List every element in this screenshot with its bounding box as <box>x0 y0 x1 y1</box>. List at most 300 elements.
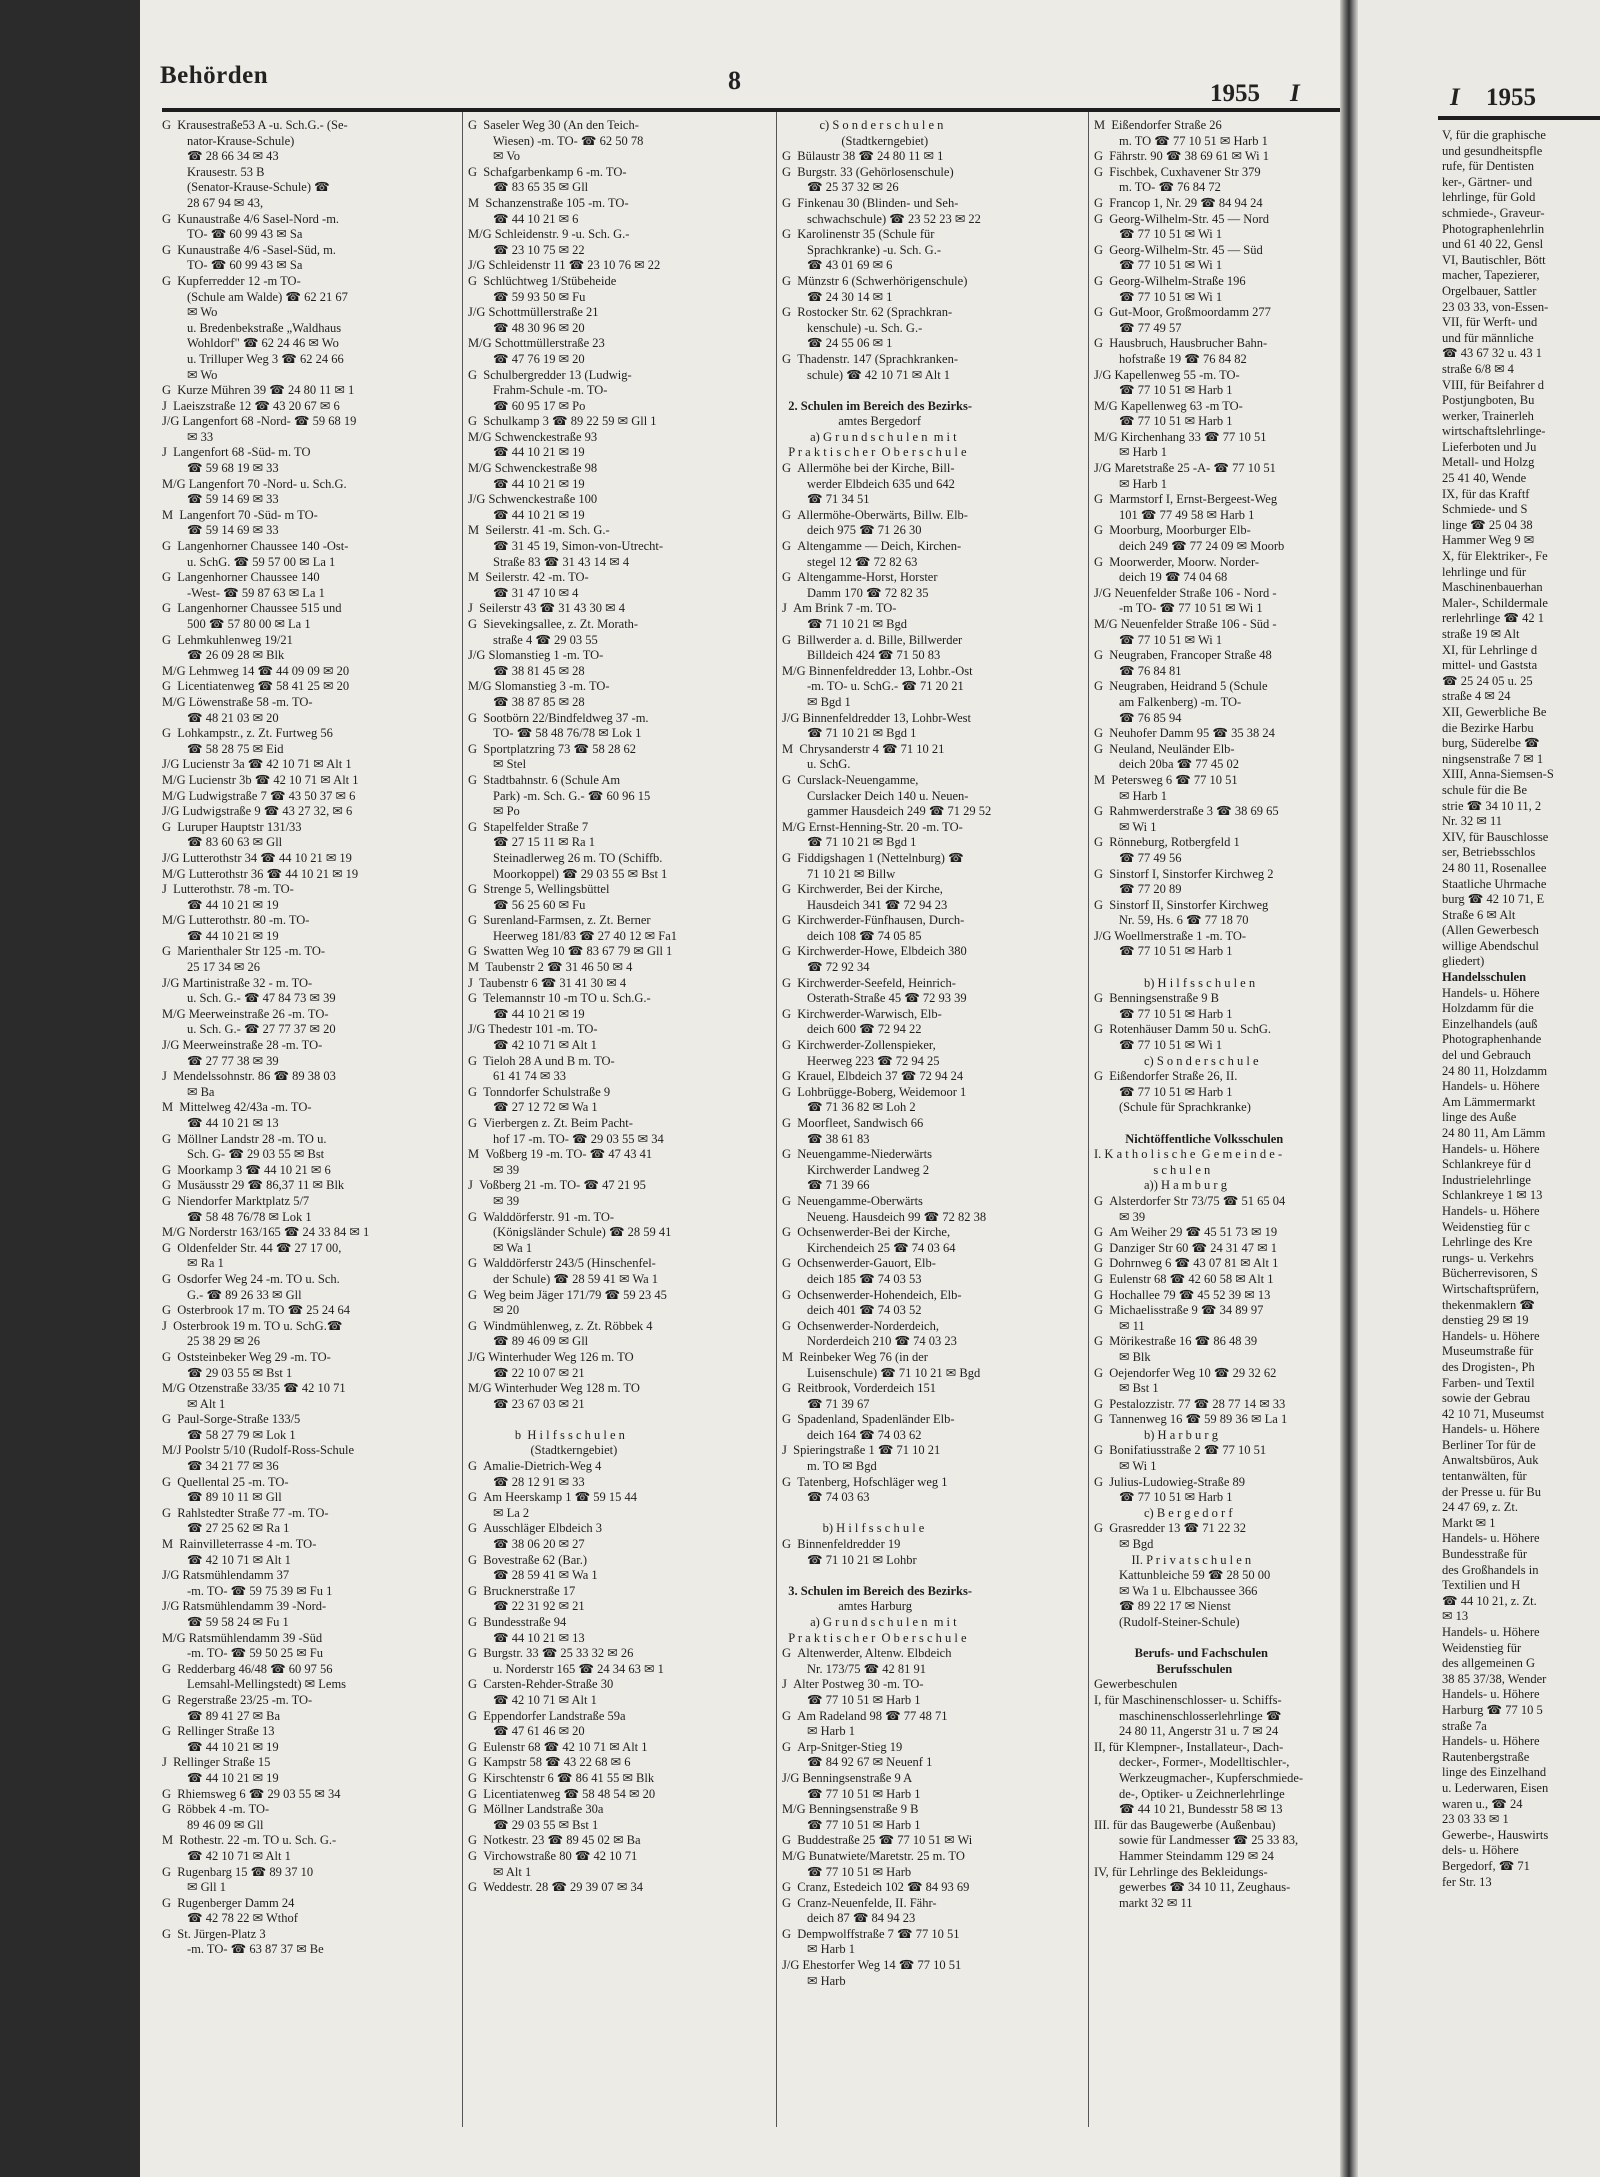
directory-entry-line: ✉ 11 <box>1094 1318 1145 1333</box>
directory-entry-line: G Münzstr 6 (Schwerhörigenschule) <box>782 273 968 288</box>
directory-entry-line: ker-, Gärtner- und <box>1442 174 1533 189</box>
directory-entry-line: Bücherrevisoren, S <box>1442 1266 1538 1281</box>
directory-entry-line: ☎ 76 85 94 <box>1094 710 1182 725</box>
directory-entry-line: 23 03 33 ✉ 1 <box>1442 1812 1509 1827</box>
directory-entry-line: ☎ 28 59 41 ✉ Wa 1 <box>468 1568 598 1583</box>
directory-entry-line: maschinenschlosserlehrlinge ☎ <box>1094 1708 1282 1723</box>
directory-entry-line: G Kirchwerder-Warwisch, Elb- <box>782 1006 942 1021</box>
directory-entry-line: ☎ 44 10 21, Bundesstr 58 ✉ 13 <box>1094 1802 1283 1817</box>
directory-entry-line: straße 4 ☎ 29 03 55 <box>468 632 598 647</box>
directory-entry-line: G Amalie-Dietrich-Weg 4 <box>468 1459 602 1474</box>
directory-entry-line: G Arp-Snitger-Stieg 19 <box>782 1739 903 1754</box>
directory-entry-line: ✉ Po <box>468 804 520 819</box>
directory-entry-line: ☎ 29 03 55 ✉ Bst 1 <box>468 1817 599 1832</box>
directory-entry-line: ☎ 42 10 71 ✉ Alt 1 <box>468 1038 597 1053</box>
directory-entry-line: ☎ 59 14 69 ✉ 33 <box>162 523 279 538</box>
directory-entry-line: Farben- und Textil <box>1442 1375 1535 1390</box>
directory-entry-line: G Fiddigshagen 1 (Nettelnburg) ☎ <box>782 850 964 865</box>
directory-entry-line: Werkzeugmacher-, Kupferschmiede- <box>1094 1770 1304 1785</box>
directory-entry-line: G Osdorfer Weg 24 -m. TO u. Sch. <box>162 1271 340 1286</box>
directory-entry-line: ☎ 71 10 21 ✉ Bgd <box>782 617 908 631</box>
directory-entry-line: nator-Krause-Schule) <box>162 133 295 148</box>
directory-entry-line: ☎ 44 10 21 ✉ 19 <box>468 476 585 491</box>
directory-entry-line: ✉ 39 <box>1094 1209 1146 1224</box>
directory-entry-line: ☎ 24 30 14 ✉ 1 <box>782 289 893 304</box>
directory-entry-line: M/G Ratsmühlendamm 39 -Süd <box>162 1630 323 1645</box>
directory-entry-line: G Altengamme-Horst, Horster <box>782 570 938 585</box>
directory-entry-line: ☎ 27 15 11 ✉ Ra 1 <box>468 835 595 850</box>
directory-entry-line: 24 80 11, Holzdamm <box>1442 1063 1548 1078</box>
directory-entry-line: Handels- u. Höhere <box>1442 1328 1540 1343</box>
directory-entry-line: G Swatten Weg 10 ☎ 83 67 79 ✉ Gll 1 <box>468 944 673 959</box>
directory-entry-line: und für männliche <box>1442 330 1534 345</box>
directory-entry-line: G Kirchwerder-Seefeld, Heinrich- <box>782 975 956 990</box>
directory-entry-line <box>1094 960 1376 976</box>
directory-entry-line: markt 32 ✉ 11 <box>1094 1895 1193 1910</box>
directory-entry-line: ✉ Alt 1 <box>468 1864 532 1879</box>
directory-entry-line: ✉ Bgd <box>1094 1537 1154 1552</box>
directory-entry-line: del und Gebrauch <box>1442 1048 1531 1063</box>
directory-entry-line: ✉ Wi 1 <box>1094 1459 1157 1474</box>
directory-entry-line: J/G Schottmüllerstraße 21 <box>468 305 599 320</box>
directory-entry-line: b H i l f s s c h u l e n <box>468 1427 625 1442</box>
directory-entry-line: G St. Jürgen-Platz 3 <box>162 1926 266 1941</box>
directory-entry-line: ✉ Harb 1 <box>782 1724 855 1739</box>
directory-entry-line: m. TO- ☎ 76 84 72 <box>1094 180 1221 195</box>
directory-entry-line: ☎ 71 10 21 ✉ Lohbr <box>782 1552 917 1567</box>
directory-entry-line: J Alter Postweg 30 -m. TO- <box>782 1677 924 1692</box>
directory-entry-line: a) G r u n d s c h u l e n m i t <box>782 1615 957 1629</box>
directory-entry-line: M/G Lutterothstr. 80 -m. TO- <box>162 913 310 928</box>
directory-entry-line: G Möllner Landstr 28 -m. TO u. <box>162 1131 327 1146</box>
directory-entry-line: ☎ 89 22 17 ✉ Nienst <box>1094 1599 1231 1614</box>
directory-entry-line: ☎ 23 10 75 ✉ 22 <box>468 242 585 257</box>
directory-entry-line: ☎ 44 10 21 ✉ 19 <box>162 1770 279 1785</box>
directory-entry-line: G Francop 1, Nr. 29 ☎ 84 94 24 <box>1094 195 1263 210</box>
directory-entry-line: Maschinenbauerhan <box>1442 580 1543 595</box>
directory-entry-line <box>1094 1116 1376 1132</box>
directory-entry-line: u. Bredenbekstraße „Waldhaus <box>162 320 342 335</box>
directory-entry-line: u. Norderstr 165 ☎ 24 34 63 ✉ 1 <box>468 1661 664 1676</box>
directory-entry-line: ✉ Wi 1 <box>1094 819 1157 834</box>
directory-entry-line: M Mittelweg 42/43a -m. TO- <box>162 1100 312 1115</box>
directory-entry-line: ✉ Wo <box>162 305 218 320</box>
directory-entry-line: G Am Heerskamp 1 ☎ 59 15 44 <box>468 1490 638 1505</box>
directory-entry-line: X, für Elektriker-, Fe <box>1442 549 1548 564</box>
directory-entry-line: G Marmstorf I, Ernst-Bergeest-Weg <box>1094 492 1278 507</box>
directory-entry-line: 71 10 21 ✉ Billw <box>782 866 896 881</box>
directory-entry-line: G Oejendorfer Weg 10 ☎ 29 32 62 <box>1094 1365 1277 1380</box>
directory-entry-line: M/G Norderstr 163/165 ☎ 24 33 84 ✉ 1 <box>162 1225 370 1240</box>
directory-entry-line: schule) ☎ 42 10 71 ✉ Alt 1 <box>782 367 951 382</box>
directory-entry-line: G Luruper Hauptstr 131/33 <box>162 819 302 834</box>
directory-entry-line: 25 38 29 ✉ 26 <box>162 1334 260 1349</box>
directory-entry-line <box>782 1568 1082 1584</box>
directory-entry-line: (Stadtkerngebiet) <box>782 133 929 148</box>
directory-entry-line: Einzelhandels (auß <box>1442 1016 1538 1031</box>
directory-entry-line: G Rotenhäuser Damm 50 u. SchG. <box>1094 1022 1272 1037</box>
directory-entry-line: ☎ 24 55 06 ✉ 1 <box>782 336 893 351</box>
directory-entry-line: deich 975 ☎ 71 26 30 <box>782 523 922 538</box>
directory-entry-line: Schmiede- und S <box>1442 502 1528 517</box>
directory-entry-line: M/G Binnenfeldredder 13, Lohbr.-Ost <box>782 663 973 678</box>
directory-entry-line: M Rainvilleterrasse 4 -m. TO- <box>162 1537 317 1552</box>
directory-entry-line: ☎ 48 21 03 ✉ 20 <box>162 710 279 725</box>
directory-entry-line: G.- ☎ 89 26 33 ✉ Gll <box>162 1287 302 1302</box>
directory-entry-line: G Neuland, Neuländer Elb- <box>1094 741 1235 756</box>
directory-entry-line: 42 10 71, Museumst <box>1442 1406 1545 1421</box>
directory-entry-line: G Bundesstraße 94 <box>468 1615 567 1629</box>
directory-entry-line: der Presse u. für Bu <box>1442 1484 1541 1499</box>
directory-entry-line: ☎ 77 10 51 ✉ Harb 1 <box>1094 383 1233 398</box>
directory-entry-line: burg ☎ 42 10 71, E <box>1442 892 1545 907</box>
directory-entry-line: G Kurze Mühren 39 ☎ 24 80 11 ✉ 1 <box>162 383 355 398</box>
directory-entry-line: macher, Tapezierer, <box>1442 268 1540 283</box>
directory-entry-line: M/G Benningsenstraße 9 B <box>782 1802 919 1817</box>
directory-entry-line: ser, Betriebsschlos <box>1442 845 1536 860</box>
directory-entry-line: ☎ 26 09 28 ✉ Blk <box>162 648 285 663</box>
directory-entry-line: Anwaltsbüros, Auk <box>1442 1453 1539 1468</box>
directory-entry-line: G Kunaustraße 4/6 Sasel-Nord -m. <box>162 211 340 226</box>
directory-entry-line: ✉ Harb 1 <box>1094 445 1167 460</box>
directory-entry-line: G Neuhofer Damm 95 ☎ 35 38 24 <box>1094 726 1275 741</box>
directory-entry-line: b) H i l f s s c h u l e <box>782 1521 925 1536</box>
directory-entry-line: Handels- u. Höhere <box>1442 1422 1540 1437</box>
directory-entry-line: b) H a r b u r g <box>1094 1427 1218 1442</box>
directory-entry-line: M Voßberg 19 -m. TO- ☎ 47 43 41 <box>468 1147 653 1162</box>
directory-entry-line: G Eulenstr 68 ☎ 42 60 58 ✉ Alt 1 <box>1094 1271 1274 1286</box>
directory-entry-line: Schlankreye für d <box>1442 1157 1531 1172</box>
directory-entry-line: ☎ 43 01 69 ✉ 6 <box>782 258 893 273</box>
directory-entry-line: ☎ 31 45 19, Simon-von-Utrecht- <box>468 539 664 554</box>
directory-entry-line: ☎ 44 10 21 ✉ 19 <box>162 897 279 912</box>
directory-entry-line: straße 7a <box>1442 1718 1487 1733</box>
directory-entry-line: M Petersweg 6 ☎ 77 10 51 <box>1094 772 1238 787</box>
directory-entry-line: (Rudolf-Steiner-Schule) <box>1094 1615 1240 1629</box>
directory-entry-line: ☎ 42 10 71 ✉ Alt 1 <box>162 1552 291 1567</box>
directory-entry-line: Nr. 59, Hs. 6 ☎ 77 18 70 <box>1094 913 1249 928</box>
directory-entry-line: ☎ 84 92 67 ✉ Neuenf 1 <box>782 1755 933 1770</box>
directory-entry-line: Gewerbeschulen <box>1094 1677 1178 1692</box>
left-page <box>140 0 1380 2177</box>
header-rule <box>162 108 1352 112</box>
directory-entry-line: Handels- u. Höhere <box>1442 1625 1540 1639</box>
directory-entry-line: G Kirchwerder-Fünfhausen, Durch- <box>782 913 965 928</box>
directory-entry-line: des allgemeinen G <box>1442 1656 1536 1671</box>
directory-entry-line: ✉ Harb 1 <box>782 1942 855 1957</box>
directory-entry-line: ☎ 29 03 55 ✉ Bst 1 <box>162 1365 293 1380</box>
directory-entry-line: -m. TO- ☎ 59 50 25 ✉ Fu <box>162 1646 324 1661</box>
directory-entry-line: ☎ 77 10 51 ✉ Harb <box>782 1864 912 1879</box>
directory-entry-line: Wirtschaftsprüfern, <box>1442 1281 1540 1296</box>
directory-entry-line: Lehrlinge des Kre <box>1442 1235 1533 1250</box>
directory-entry-line: J Osterbrook 19 m. TO u. SchG.☎ <box>162 1318 343 1333</box>
directory-entry-line: und 61 40 22, Gensl <box>1442 237 1544 252</box>
directory-entry-line: 500 ☎ 57 80 00 ✉ La 1 <box>162 617 311 631</box>
directory-entry-line: G Burgstr. 33 (Gehörlosenschule) <box>782 164 954 179</box>
directory-entry-line: G Michaelisstraße 9 ☎ 34 89 97 <box>1094 1303 1264 1318</box>
directory-entry-line: ☎ 71 34 51 <box>782 492 870 507</box>
directory-entry-line: G Curslack-Neuengamme, <box>782 772 919 787</box>
directory-entry-line: M Seilerstr. 42 -m. TO- <box>468 570 589 585</box>
directory-entry-line: 38 85 37/38, Wender <box>1442 1671 1547 1686</box>
directory-column-1 <box>162 118 454 1958</box>
right-header-rule <box>1438 116 1600 120</box>
directory-entry-line: M/G Neuenfelder Straße 106 - Süd - <box>1094 617 1277 631</box>
directory-entry-line: G Bülaustr 38 ☎ 24 80 11 ✉ 1 <box>782 149 944 164</box>
directory-entry-line: ☎ 71 39 67 <box>782 1396 870 1411</box>
directory-entry-line: G Virchowstraße 80 ☎ 42 10 71 <box>468 1848 638 1863</box>
section-title: Behörden <box>160 62 269 89</box>
directory-entry-line: ☎ 76 84 81 <box>1094 663 1182 678</box>
directory-entry-line: J/G Woellmerstraße 1 -m. TO- <box>1094 928 1247 943</box>
directory-entry-line: 61 41 74 ✉ 33 <box>468 1069 566 1084</box>
directory-entry-line: G Windmühlenweg, z. Zt. Röbbek 4 <box>468 1318 653 1333</box>
right-page-column <box>1442 128 1600 1890</box>
directory-entry-line: G Thadenstr. 147 (Sprachkranken- <box>782 351 958 366</box>
directory-entry-line: a) G r u n d s c h u l e n m i t <box>782 429 957 444</box>
directory-entry-line: J Laeiszstraße 12 ☎ 43 20 67 ✉ 6 <box>162 398 340 413</box>
directory-entry-line: J/G Ratsmühlendamm 39 -Nord- <box>162 1599 327 1614</box>
directory-entry-line: II. P r i v a t s c h u l e n <box>1094 1552 1252 1567</box>
directory-entry-line: ☎ 77 10 51 ✉ Harb 1 <box>1094 944 1233 959</box>
directory-entry-line: u. SchG. <box>782 757 851 772</box>
directory-entry-line: ✉ Stel <box>468 757 527 772</box>
directory-entry-line: ☎ 27 25 62 ✉ Ra 1 <box>162 1521 290 1536</box>
directory-entry-line: 2. Schulen im Bereich des Bezirks- <box>782 398 973 413</box>
directory-entry-line: (Stadtkerngebiet) <box>468 1443 618 1458</box>
directory-entry-line: Curslacker Deich 140 u. Neuen- <box>782 788 969 803</box>
directory-entry-line: II, für Klempner-, Installateur-, Dach- <box>1094 1739 1284 1754</box>
directory-entry-line: (Schule am Walde) ☎ 62 21 67 <box>162 289 348 304</box>
directory-entry-line: ☎ 23 67 03 ✉ 21 <box>468 1396 585 1411</box>
directory-entry-line: ✉ Bgd 1 <box>782 694 851 709</box>
directory-entry-line: Frahm-Schule -m. TO- <box>468 383 608 398</box>
directory-entry-line: G Schlüchtweg 1/Stübeheide <box>468 273 617 288</box>
directory-entry-line: G Regerstraße 23/25 -m. TO- <box>162 1692 313 1707</box>
directory-entry-line: 24 80 11, Am Lämm <box>1442 1126 1546 1140</box>
directory-entry-line: ☎ 89 10 11 ✉ Gll <box>162 1490 282 1505</box>
directory-entry-line: G Altenwerder, Altenw. Elbdeich <box>782 1646 952 1661</box>
directory-entry-line: G Kampstr 58 ☎ 43 22 68 ✉ 6 <box>468 1755 631 1770</box>
directory-entry-line: J Voßberg 21 -m. TO- ☎ 47 21 95 <box>468 1178 646 1193</box>
directory-entry-line: Nr. 32 ✉ 11 <box>1442 814 1503 829</box>
directory-entry-line: G Reitbrook, Vorderdeich 151 <box>782 1381 937 1396</box>
directory-entry-line: Maler-, Schildermale <box>1442 595 1548 610</box>
directory-entry-line: ☎ 47 61 46 ✉ 20 <box>468 1724 585 1739</box>
directory-entry-line: die Bezirke Harbu <box>1442 720 1534 735</box>
directory-entry-line: ☎ 77 10 51 ✉ Wi 1 <box>1094 227 1223 242</box>
directory-entry-line: a)) H a m b u r g <box>1094 1178 1227 1193</box>
directory-entry-line: Bundesstraße für <box>1442 1547 1528 1562</box>
directory-entry-line: G Fährstr. 90 ☎ 38 69 61 ✉ Wi 1 <box>1094 149 1269 164</box>
directory-entry-line: ☎ 42 10 71 ✉ Alt 1 <box>468 1692 597 1707</box>
directory-entry-line: ☎ 77 10 51 ✉ Harb 1 <box>782 1817 921 1832</box>
directory-entry-line: M/G Meerweinstraße 26 -m. TO- <box>162 1006 329 1021</box>
directory-entry-line: G Langenhorner Chaussee 140 -Ost- <box>162 539 349 554</box>
directory-entry-line: (Allen Gewerbesch <box>1442 923 1539 938</box>
directory-entry-line: G Lehmkuhlenweg 19/21 <box>162 632 293 647</box>
directory-entry-line: m. TO ☎ 77 10 51 ✉ Harb 1 <box>1094 133 1268 148</box>
directory-entry-line: J/G Ehestorfer Weg 14 ☎ 77 10 51 <box>782 1958 962 1973</box>
directory-entry-line: Neueng. Hausdeich 99 ☎ 72 82 38 <box>782 1209 987 1224</box>
directory-entry-line: G Langenhorner Chaussee 140 <box>162 570 320 585</box>
directory-entry-line: ☎ 89 46 09 ✉ Gll <box>468 1334 589 1349</box>
directory-entry-line: ☎ 44 10 21 ✉ 19 <box>468 507 585 522</box>
directory-entry-line: ✉ Wa 1 <box>468 1240 533 1255</box>
directory-entry-line: ☎ 58 48 76/78 ✉ Lok 1 <box>162 1209 312 1224</box>
directory-entry-line: Straße 83 ☎ 31 43 14 ✉ 4 <box>468 554 630 569</box>
book-gutter <box>1340 0 1358 2177</box>
directory-entry-line: Industrielehrlinge <box>1442 1172 1531 1187</box>
directory-entry-line: P r a k t i s c h e r O b e r s c h u l e <box>782 1630 967 1645</box>
directory-entry-line: ☎ 28 66 34 ✉ 43 <box>162 149 279 164</box>
directory-entry-line: ☎ 42 78 22 ✉ Wthof <box>162 1911 298 1926</box>
directory-entry-line: M/G Schwenckestraße 98 <box>468 461 598 476</box>
directory-entry-line: burg, Süderelbe ☎ <box>1442 736 1540 751</box>
directory-entry-line: -m. TO- ☎ 59 75 39 ✉ Fu 1 <box>162 1583 333 1598</box>
directory-entry-line: ☎ 27 77 38 ✉ 39 <box>162 1053 279 1068</box>
directory-entry-line: J/G Kapellenweg 55 -m. TO- <box>1094 367 1240 382</box>
directory-entry-line: M/G Löwenstraße 58 -m. TO- <box>162 694 313 709</box>
directory-entry-line: ✉ 39 <box>468 1162 520 1177</box>
directory-entry-line: ☎ 44 10 21 ✉ 6 <box>468 211 579 226</box>
directory-entry-line: ✉ Bst 1 <box>1094 1381 1159 1396</box>
directory-entry-line: ☎ 44 10 21, z. Zt. <box>1442 1593 1537 1608</box>
directory-entry-line: G Rhiemsweg 6 ☎ 29 03 55 ✉ 34 <box>162 1786 341 1801</box>
directory-entry-line: 3. Schulen im Bereich des Bezirks- <box>782 1583 973 1598</box>
directory-entry-line: schmiede-, Graveur- <box>1442 205 1545 220</box>
directory-entry-line: M/G Langenfort 70 -Nord- u. Sch.G. <box>162 476 347 491</box>
directory-entry-line: J/G Schleidenstr 11 ☎ 23 10 76 ✉ 22 <box>468 258 661 273</box>
directory-entry-line: ☎ 38 06 20 ✉ 27 <box>468 1537 585 1552</box>
directory-entry-line: lehrlinge und für <box>1442 564 1527 579</box>
directory-entry-line: VIII, für Beifahrer d <box>1442 377 1545 392</box>
directory-entry-line: G Oststeinbeker Weg 29 -m. TO- <box>162 1349 331 1364</box>
directory-entry-line: M/G Schwenckestraße 93 <box>468 429 598 444</box>
directory-entry-line: G Mörikestraße 16 ☎ 86 48 39 <box>1094 1334 1258 1349</box>
directory-entry-line: G Strenge 5, Wellingsbüttel <box>468 882 610 897</box>
directory-entry-line: VI, Bautischler, Bött <box>1442 252 1546 267</box>
directory-entry-line: G Tannenweg 16 ☎ 59 89 36 ✉ La 1 <box>1094 1412 1288 1427</box>
directory-entry-line: M Eißendorfer Straße 26 <box>1094 118 1222 132</box>
directory-entry-line: G Neugraben, Heidrand 5 (Schule <box>1094 679 1268 694</box>
directory-entry-line: Hammer Steindamm 129 ✉ 24 <box>1094 1848 1274 1863</box>
directory-entry-line: G Hausbruch, Hausbrucher Bahn- <box>1094 336 1268 351</box>
directory-entry-line: G Saseler Weg 30 (An den Teich- <box>468 118 639 132</box>
directory-entry-line: M Reinbeker Weg 76 (in der <box>782 1349 928 1364</box>
directory-entry-line: G Bovestraße 62 (Bar.) <box>468 1552 588 1567</box>
directory-entry-line: G Licentiatenweg ☎ 58 48 54 ✉ 20 <box>468 1786 656 1801</box>
directory-entry-line: G Weg beim Jäger 171/79 ☎ 59 23 45 <box>468 1287 667 1302</box>
directory-entry-line: wirtschaftslehrlinge- <box>1442 424 1546 439</box>
directory-entry-line: J/G Binnenfeldredder 13, Lohbr-West <box>782 710 971 725</box>
directory-entry-line: ☎ 27 12 72 ✉ Wa 1 <box>468 1100 598 1115</box>
directory-entry-line: ✉ Alt 1 <box>162 1396 226 1411</box>
directory-entry-line: I, für Maschinenschlosser- u. Schiffs- <box>1094 1692 1282 1707</box>
directory-entry-line: G Vierbergen z. Zt. Beim Pacht- <box>468 1116 633 1130</box>
directory-entry-line: G Gut-Moor, Großmoordamm 277 <box>1094 305 1271 320</box>
directory-entry-line: J/G Langenfort 68 -Nord- ☎ 59 68 19 <box>162 414 357 429</box>
directory-entry-line: deich 185 ☎ 74 03 53 <box>782 1271 922 1286</box>
directory-entry-line: G Redderbarg 46/48 ☎ 60 97 56 <box>162 1661 333 1676</box>
directory-entry-line: c) B e r g e d o r f <box>1094 1505 1233 1520</box>
directory-entry-line: werder Elbdeich 635 und 642 <box>782 476 955 491</box>
directory-entry-line: schwachschule) ☎ 23 52 23 ✉ 22 <box>782 211 981 226</box>
directory-entry-line: J/G Lutterothstr 34 ☎ 44 10 21 ✉ 19 <box>162 850 352 865</box>
directory-entry-line <box>782 383 1082 399</box>
directory-entry-line: M Taubenstr 2 ☎ 31 46 50 ✉ 4 <box>468 960 633 975</box>
directory-entry-line: Metall- und Holzg <box>1442 455 1535 470</box>
directory-entry-line: J/G Schwenckestraße 100 <box>468 492 598 507</box>
directory-entry-line: G Pestalozzistr. 77 ☎ 28 77 14 ✉ 33 <box>1094 1396 1286 1411</box>
directory-entry-line: Park) -m. Sch. G.- ☎ 60 96 15 <box>468 788 651 803</box>
directory-entry-line: G Eppendorfer Landstraße 59a <box>468 1708 626 1723</box>
directory-entry-line: G Allermöhe-Oberwärts, Billw. Elb- <box>782 507 968 522</box>
directory-entry-line: waren u., ☎ 24 <box>1442 1796 1523 1811</box>
directory-entry-line: (Schule für Sprachkranke) <box>1094 1100 1251 1115</box>
directory-entry-line: Kirchendeich 25 ☎ 74 03 64 <box>782 1240 956 1255</box>
directory-entry-line: Markt ✉ 1 <box>1442 1515 1496 1530</box>
directory-entry-line: G Stapelfelder Straße 7 <box>468 819 589 834</box>
directory-entry-line: G Cranz, Estedeich 102 ☎ 84 93 69 <box>782 1880 970 1895</box>
directory-entry-line: G Oldenfelder Str. 44 ☎ 27 17 00, <box>162 1240 342 1255</box>
directory-entry-line: dels- u. Höhere <box>1442 1843 1519 1858</box>
directory-entry-line: ☎ 22 31 92 ✉ 21 <box>468 1599 585 1614</box>
directory-entry-line: G Marienthaler Str 125 -m. TO- <box>162 944 326 959</box>
directory-entry-line: G Fischbek, Cuxhavener Str 379 <box>1094 164 1261 179</box>
directory-entry-line: J/G Meerweinstraße 28 -m. TO- <box>162 1038 323 1053</box>
directory-entry-line: Kattunbleiche 59 ☎ 28 50 00 <box>1094 1568 1271 1583</box>
directory-entry-line: G Moorkamp 3 ☎ 44 10 21 ✉ 6 <box>162 1162 331 1177</box>
directory-entry-line: J/G Martinistraße 32 - m. TO- <box>162 975 313 990</box>
directory-entry-line: XI, für Lehrlinge d <box>1442 642 1538 657</box>
directory-entry-line: Steinadlerweg 26 m. TO (Schiffb. <box>468 850 663 865</box>
directory-entry-line: G Dohrnweg 6 ☎ 43 07 81 ✉ Alt 1 <box>1094 1256 1279 1271</box>
directory-entry-line: G Danziger Str 60 ☎ 24 31 47 ✉ 1 <box>1094 1240 1277 1255</box>
directory-entry-line: G Ochsenwerder-Norderdeich, <box>782 1318 939 1333</box>
directory-entry-line: 24 80 11, Angerstr 31 u. 7 ✉ 24 <box>1094 1724 1279 1739</box>
directory-entry-line: G Kunaustraße 4/6 -Sasel-Süd, m. <box>162 242 336 257</box>
directory-entry-line: IX, für das Kraftf <box>1442 486 1530 501</box>
directory-entry-line: G Rahmwerderstraße 3 ☎ 38 69 65 <box>1094 804 1279 819</box>
directory-entry-line: Berliner Tor für de <box>1442 1437 1536 1452</box>
directory-entry-line: ☎ 71 39 66 <box>782 1178 870 1193</box>
directory-entry-line: ☎ 47 76 19 ✉ 20 <box>468 351 585 366</box>
directory-column-2 <box>468 118 768 1896</box>
directory-entry-line: deich 164 ☎ 74 03 62 <box>782 1427 922 1442</box>
directory-entry-line: XIV, für Bauschlosse <box>1442 829 1549 844</box>
directory-entry-line: ☎ 77 49 56 <box>1094 850 1182 865</box>
directory-entry-line: M Rothestr. 22 -m. TO u. Sch. G.- <box>162 1833 337 1848</box>
directory-entry-line: linge des Auße <box>1442 1110 1517 1125</box>
directory-entry-line: G Kirschtenstr 6 ☎ 86 41 55 ✉ Blk <box>468 1770 655 1785</box>
directory-entry-line: G Julius-Ludowieg-Straße 89 <box>1094 1474 1246 1489</box>
directory-entry-line: straße 19 ✉ Alt <box>1442 627 1520 641</box>
directory-entry-line: J Taubenstr 6 ☎ 31 41 30 ✉ 4 <box>468 975 627 990</box>
directory-entry-line: M/G Winterhuder Weg 128 m. TO <box>468 1381 640 1396</box>
directory-entry-line: -m. TO- ☎ 63 87 37 ✉ Be <box>162 1942 324 1957</box>
directory-entry-line <box>1094 1631 1376 1647</box>
directory-entry-line: XIII, Anna-Siemsen-S <box>1442 767 1554 782</box>
directory-entry-line: G Tatenberg, Hofschläger weg 1 <box>782 1474 948 1489</box>
directory-entry-line: ☎ 77 10 51 ✉ Harb 1 <box>782 1786 921 1801</box>
directory-entry-line: G Tonndorfer Schulstraße 9 <box>468 1084 611 1099</box>
directory-entry-line: Nr. 173/75 ☎ 42 81 91 <box>782 1661 927 1676</box>
directory-entry-line: Sprachkranke) -u. Sch. G.- <box>782 242 941 257</box>
directory-entry-line: rufe, für Dentisten <box>1442 159 1534 174</box>
directory-entry-line: ✉ Blk <box>1094 1349 1151 1364</box>
